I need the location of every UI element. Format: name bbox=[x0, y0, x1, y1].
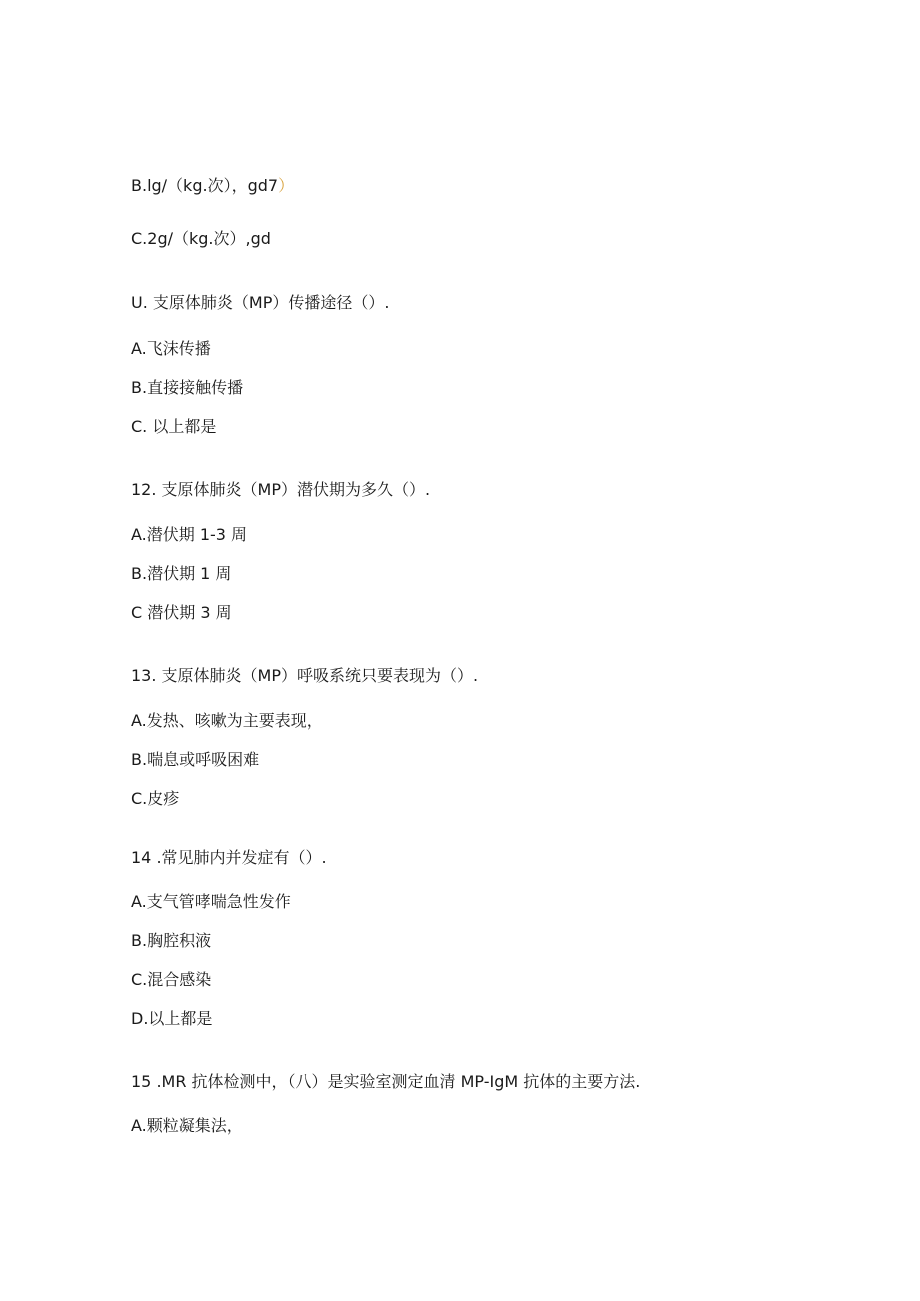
question-11-option-c: C. 以上都是 bbox=[131, 417, 217, 436]
question-11-text: U. 支原体肺炎（MP）传播途径（）. bbox=[131, 293, 390, 312]
option-b-dosage-line bbox=[131, 176, 294, 196]
question-12-option-b: B.潜伏期 1 周 bbox=[131, 564, 232, 583]
question-15-option-a: A.颗粒凝集法， bbox=[131, 1116, 243, 1135]
option-b-dosage-suffix: ） bbox=[278, 176, 295, 195]
question-13-option-c: C.皮疹 bbox=[131, 789, 180, 808]
question-14-option-a: A.支气管哮喘急性发作 bbox=[131, 892, 291, 911]
question-14-option-c: C.混合感染 bbox=[131, 970, 212, 989]
question-14-text: 14 .常见肺内并发症有（）. bbox=[131, 848, 327, 867]
question-15-text: 15 .MR 抗体检测中，（八）是实验室测定血清 MP-IgM 抗体的主要方法. bbox=[131, 1072, 641, 1091]
option-b-dosage-text: B.lg∕（kg.次），gd7 bbox=[131, 176, 279, 195]
question-12-option-a: A.潜伏期 1-3 周 bbox=[131, 525, 248, 544]
question-13-option-a: A.发热、咳嗽为主要表现， bbox=[131, 711, 323, 730]
question-14-option-d: D.以上都是 bbox=[131, 1009, 213, 1028]
question-13-text: 13. 支原体肺炎（MP）呼吸系统只要表现为（）. bbox=[131, 666, 479, 685]
option-c-dosage-line: C.2g∕（kg.次）,gd bbox=[131, 229, 271, 248]
question-12-option-c: C 潜伏期 3 周 bbox=[131, 603, 232, 622]
question-11-option-b: B.直接接触传播 bbox=[131, 378, 244, 397]
question-12-text: 12. 支原体肺炎（MP）潜伏期为多久（）. bbox=[131, 480, 431, 499]
question-13-option-b: B.喘息或呼吸困难 bbox=[131, 750, 260, 769]
question-14-option-b: B.胸腔积液 bbox=[131, 931, 212, 950]
question-11-option-a: A.飞沫传播 bbox=[131, 339, 211, 358]
